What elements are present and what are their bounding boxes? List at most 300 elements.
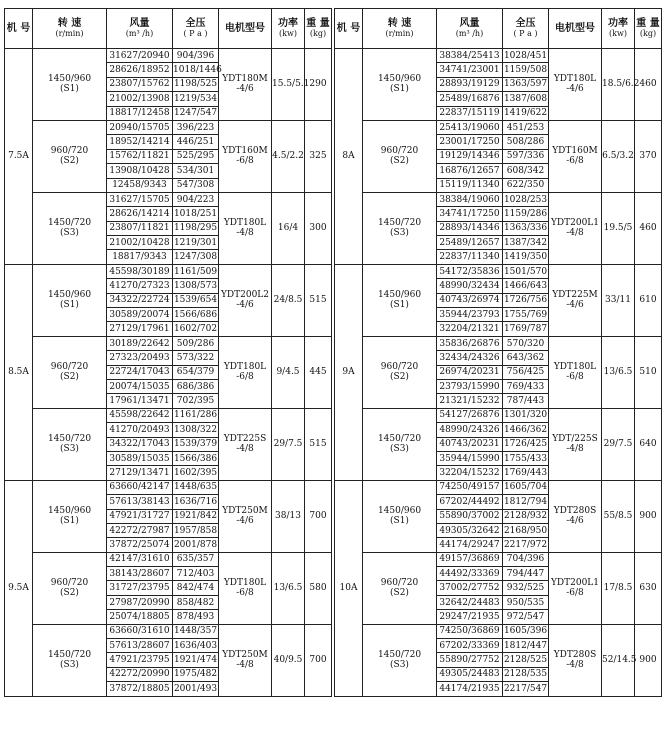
motor-model: YDT280S: [553, 650, 597, 661]
table-row: [5, 480, 332, 494]
airflow-cell: 67202/44492: [437, 495, 503, 509]
speed-value: 1450/960: [47, 74, 92, 85]
speed-series: (S3): [60, 444, 79, 455]
speed-series: (S3): [60, 228, 79, 239]
airflow-cell: 55890/27752: [437, 653, 503, 667]
motor-poles: -6/8: [236, 372, 254, 383]
pressure-cell: 2217/547: [503, 682, 549, 696]
airflow-cell: 49305/24483: [437, 667, 503, 681]
speed-series: (S2): [390, 372, 409, 383]
airflow-cell: 44174/21935: [437, 682, 503, 696]
motor-cell: [219, 264, 272, 336]
motor-poles: -4/8: [566, 660, 584, 671]
table-row: [5, 336, 332, 350]
power-cell: 18.5/6.2: [602, 49, 635, 121]
weight-cell: 515: [305, 264, 332, 336]
airflow-cell: 20940/15705: [107, 120, 173, 134]
airflow-cell: 40743/20231: [437, 437, 503, 451]
pressure-cell: 1198/295: [173, 221, 219, 235]
motor-poles: -6/8: [236, 156, 254, 167]
pressure-cell: 1975/482: [173, 667, 219, 681]
speed-cell: [33, 264, 107, 336]
motor-model: YDT200L1: [550, 578, 600, 589]
pressure-cell: 1566/386: [173, 451, 219, 465]
model-cell: 7.5A: [5, 49, 33, 265]
pressure-cell: 704/396: [503, 552, 549, 566]
airflow-cell: 21321/15232: [437, 394, 503, 408]
speed-value: 1450/720: [377, 650, 422, 661]
motor-model: YDT160M: [222, 146, 268, 157]
speed-series: (S3): [390, 228, 409, 239]
speed-value: 1450/960: [47, 506, 92, 517]
airflow-cell: 21002/13908: [107, 92, 173, 106]
motor-cell: [549, 49, 602, 121]
pressure-cell: 1769/787: [503, 322, 549, 336]
pressure-cell: 534/301: [173, 164, 219, 178]
pressure-cell: 1028/451: [503, 49, 549, 63]
airflow-cell: 25489/12657: [437, 236, 503, 250]
weight-cell: 900: [635, 480, 662, 552]
header-airflow: 风量 (m³ /h): [107, 9, 173, 49]
speed-cell: [33, 480, 107, 552]
speed-series: (S1): [60, 516, 79, 527]
airflow-cell: 63660/31610: [107, 624, 173, 638]
motor-cell: [549, 480, 602, 552]
pressure-cell: 1602/395: [173, 466, 219, 480]
pressure-cell: 756/425: [503, 365, 549, 379]
airflow-cell: 28626/14214: [107, 207, 173, 221]
model-cell: 8.5A: [5, 264, 33, 480]
pressure-cell: 608/342: [503, 164, 549, 178]
pressure-cell: 2128/535: [503, 667, 549, 681]
motor-cell: [219, 408, 272, 480]
airflow-cell: 74250/49157: [437, 480, 503, 494]
airflow-cell: 32204/21321: [437, 322, 503, 336]
pressure-cell: 2001/878: [173, 538, 219, 552]
pressure-cell: 2128/932: [503, 509, 549, 523]
pressure-cell: 1018/251: [173, 207, 219, 221]
motor-poles: -4/6: [566, 516, 584, 527]
airflow-cell: 42272/20990: [107, 667, 173, 681]
header-power: 功率 (kw): [272, 9, 305, 49]
speed-value: 1450/720: [47, 434, 92, 445]
pressure-cell: 1308/322: [173, 423, 219, 437]
motor-cell: [219, 336, 272, 408]
motor-model: YDT/225S: [552, 434, 598, 445]
pressure-cell: 1161/286: [173, 408, 219, 422]
table-row: [5, 408, 332, 422]
speed-cell: [33, 408, 107, 480]
pressure-cell: 1812/794: [503, 495, 549, 509]
power-cell: 24/8.5: [272, 264, 305, 336]
table-row: [335, 624, 662, 638]
speed-value: 1450/720: [377, 434, 422, 445]
speed-series: (S2): [60, 156, 79, 167]
model-cell: 9A: [335, 264, 363, 480]
speed-cell: [33, 49, 107, 121]
pressure-cell: 1387/608: [503, 92, 549, 106]
header-pressure: 全压 ( P a ): [173, 9, 219, 49]
header-weight: 重 量 (kg): [305, 9, 332, 49]
power-cell: 17/8.5: [602, 552, 635, 624]
airflow-cell: 42147/31610: [107, 552, 173, 566]
motor-poles: -6/8: [566, 588, 584, 599]
pressure-cell: 635/357: [173, 552, 219, 566]
pressure-cell: 1159/286: [503, 207, 549, 221]
header-row: [335, 9, 662, 49]
airflow-cell: 28893/14346: [437, 221, 503, 235]
motor-poles: -6/8: [566, 156, 584, 167]
motor-model: YDT225M: [552, 290, 598, 301]
pressure-cell: 1159/508: [503, 63, 549, 77]
pressure-cell: 769/433: [503, 379, 549, 393]
airflow-cell: 30589/15035: [107, 451, 173, 465]
airflow-cell: 21002/10428: [107, 236, 173, 250]
pressure-cell: 1448/635: [173, 480, 219, 494]
speed-series: (S1): [390, 516, 409, 527]
airflow-cell: 35944/15990: [437, 451, 503, 465]
table-row: [335, 408, 662, 422]
pressure-cell: 1219/534: [173, 92, 219, 106]
motor-poles: -4/6: [566, 300, 584, 311]
airflow-cell: 31727/23795: [107, 581, 173, 595]
motor-poles: -6/8: [566, 372, 584, 383]
airflow-cell: 32204/15232: [437, 466, 503, 480]
motor-cell: [549, 120, 602, 192]
spec-table-left-body: [5, 49, 332, 697]
pressure-cell: 1198/525: [173, 77, 219, 91]
pressure-cell: 525/295: [173, 149, 219, 163]
pressure-cell: 1566/686: [173, 308, 219, 322]
pressure-cell: 1301/320: [503, 408, 549, 422]
motor-poles: -4/6: [236, 516, 254, 527]
airflow-cell: 34322/17043: [107, 437, 173, 451]
pressure-cell: 1921/474: [173, 653, 219, 667]
speed-value: 960/720: [50, 578, 89, 589]
airflow-cell: 25413/19060: [437, 120, 503, 134]
weight-cell: 510: [635, 336, 662, 408]
pressure-cell: 1247/308: [173, 250, 219, 264]
power-cell: 15.5/5.1: [272, 49, 305, 121]
speed-value: 1450/960: [377, 506, 422, 517]
pressure-cell: 1726/756: [503, 293, 549, 307]
speed-cell: [363, 336, 437, 408]
airflow-cell: 28893/19129: [437, 77, 503, 91]
motor-model: YDT180L: [223, 218, 267, 229]
table-row: [335, 192, 662, 206]
airflow-cell: 40743/26974: [437, 293, 503, 307]
pressure-cell: 1308/573: [173, 279, 219, 293]
airflow-cell: 18952/14214: [107, 135, 173, 149]
motor-cell: [549, 624, 602, 696]
weight-cell: 300: [305, 192, 332, 264]
model-cell: 10A: [335, 480, 363, 696]
airflow-cell: 35944/23793: [437, 308, 503, 322]
table-row: [335, 336, 662, 350]
airflow-cell: 37872/25074: [107, 538, 173, 552]
motor-poles: -6/8: [236, 588, 254, 599]
table-row: [5, 552, 332, 566]
pressure-cell: 1602/702: [173, 322, 219, 336]
pressure-cell: 1161/509: [173, 264, 219, 278]
pressure-cell: 1605/396: [503, 624, 549, 638]
motor-model: YDT180M: [222, 74, 268, 85]
airflow-cell: 31627/15705: [107, 192, 173, 206]
airflow-cell: 18817/9343: [107, 250, 173, 264]
power-cell: 4.5/2.2: [272, 120, 305, 192]
airflow-cell: 27129/13471: [107, 466, 173, 480]
airflow-cell: 30589/20074: [107, 308, 173, 322]
airflow-cell: 22837/11340: [437, 250, 503, 264]
power-cell: 9/4.5: [272, 336, 305, 408]
speed-cell: [33, 192, 107, 264]
airflow-cell: 49157/36869: [437, 552, 503, 566]
speed-cell: [363, 624, 437, 696]
motor-model: YDT250M: [222, 650, 268, 661]
pressure-cell: 1018/1446: [173, 63, 219, 77]
airflow-cell: 23807/11821: [107, 221, 173, 235]
speed-series: (S1): [60, 300, 79, 311]
airflow-cell: 26974/20231: [437, 365, 503, 379]
airflow-cell: 25074/18805: [107, 610, 173, 624]
motor-model: YDT225S: [223, 434, 267, 445]
airflow-cell: 35836/26876: [437, 336, 503, 350]
motor-poles: -4/8: [236, 660, 254, 671]
airflow-cell: 27323/20493: [107, 351, 173, 365]
power-cell: 6.5/3.2: [602, 120, 635, 192]
speed-cell: [33, 120, 107, 192]
airflow-cell: 37872/18805: [107, 682, 173, 696]
table-row: [335, 49, 662, 63]
power-cell: 52/14.5: [602, 624, 635, 696]
table-row: [5, 624, 332, 638]
power-cell: 13/6.5: [602, 336, 635, 408]
power-cell: 40/9.5: [272, 624, 305, 696]
weight-cell: 460: [635, 49, 662, 121]
pressure-cell: 842/474: [173, 581, 219, 595]
power-cell: 55/8.5: [602, 480, 635, 552]
airflow-cell: 55890/37002: [437, 509, 503, 523]
weight-cell: 325: [305, 120, 332, 192]
pressure-cell: 702/395: [173, 394, 219, 408]
speed-series: (S3): [390, 660, 409, 671]
speed-cell: [363, 264, 437, 336]
pressure-cell: 1636/403: [173, 639, 219, 653]
airflow-cell: 38384/25413: [437, 49, 503, 63]
pressure-cell: 2128/525: [503, 653, 549, 667]
pressure-cell: 1921/842: [173, 509, 219, 523]
airflow-cell: 31627/20940: [107, 49, 173, 63]
pressure-cell: 1755/769: [503, 308, 549, 322]
spec-table-right-body: [335, 49, 662, 697]
model-cell: 9.5A: [5, 480, 33, 696]
airflow-cell: 30189/22642: [107, 336, 173, 350]
speed-cell: [33, 552, 107, 624]
motor-cell: [549, 408, 602, 480]
header-airflow: 风量 (m³ /h): [437, 9, 503, 49]
airflow-cell: 67202/33369: [437, 639, 503, 653]
weight-cell: 290: [305, 49, 332, 121]
pressure-cell: 1419/350: [503, 250, 549, 264]
table-row: [5, 49, 332, 63]
speed-series: (S3): [390, 444, 409, 455]
speed-cell: [33, 624, 107, 696]
airflow-cell: 23793/15990: [437, 379, 503, 393]
weight-cell: 370: [635, 120, 662, 192]
pressure-cell: 1219/301: [173, 236, 219, 250]
header-speed: 转 速 (r/min): [33, 9, 107, 49]
weight-cell: 445: [305, 336, 332, 408]
power-cell: 19.5/5: [602, 192, 635, 264]
airflow-cell: 48990/32434: [437, 279, 503, 293]
pressure-cell: 508/286: [503, 135, 549, 149]
speed-series: (S1): [60, 84, 79, 95]
speed-series: (S1): [390, 300, 409, 311]
speed-value: 960/720: [50, 362, 89, 373]
airflow-cell: 57613/28607: [107, 639, 173, 653]
speed-cell: [363, 408, 437, 480]
pressure-cell: 1755/433: [503, 451, 549, 465]
speed-value: 960/720: [380, 146, 419, 157]
airflow-cell: 38384/19060: [437, 192, 503, 206]
weight-cell: 640: [635, 408, 662, 480]
header-weight: 重 量 (kg): [635, 9, 662, 49]
airflow-cell: 28626/18952: [107, 63, 173, 77]
pressure-cell: 972/547: [503, 610, 549, 624]
pressure-cell: 932/525: [503, 581, 549, 595]
pressure-cell: 1028/253: [503, 192, 549, 206]
speed-value: 1450/960: [377, 290, 422, 301]
airflow-cell: 45598/22642: [107, 408, 173, 422]
pressure-cell: 1363/597: [503, 77, 549, 91]
airflow-cell: 12458/9343: [107, 178, 173, 192]
airflow-cell: 17961/13471: [107, 394, 173, 408]
motor-model: YDT200L2: [220, 290, 270, 301]
pressure-cell: 787/443: [503, 394, 549, 408]
motor-model: YDT180L: [553, 74, 597, 85]
airflow-cell: 37002/27752: [437, 581, 503, 595]
airflow-cell: 63660/42147: [107, 480, 173, 494]
airflow-cell: 19129/14346: [437, 149, 503, 163]
motor-poles: -4/8: [236, 444, 254, 455]
power-cell: 33/11: [602, 264, 635, 336]
motor-cell: [219, 120, 272, 192]
header-speed: 转 速 (r/min): [363, 9, 437, 49]
motor-poles: -4/6: [236, 84, 254, 95]
airflow-cell: 16876/12657: [437, 164, 503, 178]
pressure-cell: 1501/570: [503, 264, 549, 278]
airflow-cell: 49305/32642: [437, 523, 503, 537]
pressure-cell: 904/223: [173, 192, 219, 206]
weight-cell: 700: [305, 480, 332, 552]
pressure-cell: 446/251: [173, 135, 219, 149]
airflow-cell: 47921/23795: [107, 653, 173, 667]
motor-model: YDT180L: [223, 362, 267, 373]
motor-model: YDT160M: [552, 146, 598, 157]
pressure-cell: 1539/654: [173, 293, 219, 307]
pressure-cell: 1605/704: [503, 480, 549, 494]
speed-series: (S1): [390, 84, 409, 95]
pressure-cell: 509/286: [173, 336, 219, 350]
motor-model: YDT280S: [553, 506, 597, 517]
pressure-cell: 1636/716: [173, 495, 219, 509]
speed-value: 1450/720: [47, 218, 92, 229]
weight-cell: 610: [635, 264, 662, 336]
power-cell: 16/4: [272, 192, 305, 264]
weight-cell: 900: [635, 624, 662, 696]
pressure-cell: 878/493: [173, 610, 219, 624]
speed-cell: [363, 49, 437, 121]
speed-series: (S2): [390, 588, 409, 599]
pressure-cell: 1769/443: [503, 466, 549, 480]
airflow-cell: 18817/12458: [107, 106, 173, 120]
airflow-cell: 25489/16876: [437, 92, 503, 106]
table-row: [335, 552, 662, 566]
header-model: 机 号: [335, 9, 363, 49]
motor-model: YDT200L1: [550, 218, 600, 229]
pressure-cell: 904/396: [173, 49, 219, 63]
motor-poles: -4/8: [236, 228, 254, 239]
speed-value: 960/720: [380, 362, 419, 373]
power-cell: 38/13: [272, 480, 305, 552]
pressure-cell: 1363/336: [503, 221, 549, 235]
pressure-cell: 1466/362: [503, 423, 549, 437]
airflow-cell: 32434/24326: [437, 351, 503, 365]
motor-cell: [219, 480, 272, 552]
pressure-cell: 858/482: [173, 595, 219, 609]
pressure-cell: 1466/643: [503, 279, 549, 293]
pressure-cell: 950/535: [503, 595, 549, 609]
pressure-cell: 1539/379: [173, 437, 219, 451]
airflow-cell: 27987/20990: [107, 595, 173, 609]
motor-cell: [549, 336, 602, 408]
weight-cell: 515: [305, 408, 332, 480]
pressure-cell: 1448/357: [173, 624, 219, 638]
pressure-cell: 1957/858: [173, 523, 219, 537]
airflow-cell: 38143/28607: [107, 567, 173, 581]
pressure-cell: 573/322: [173, 351, 219, 365]
speed-cell: [363, 552, 437, 624]
airflow-cell: 48990/24326: [437, 423, 503, 437]
airflow-cell: 57613/38143: [107, 495, 173, 509]
header-row: [5, 9, 332, 49]
weight-cell: 460: [635, 192, 662, 264]
airflow-cell: 20074/15035: [107, 379, 173, 393]
pressure-cell: 570/320: [503, 336, 549, 350]
header-motor: 电机型号: [219, 9, 272, 49]
pressure-cell: 2001/493: [173, 682, 219, 696]
pressure-cell: 654/379: [173, 365, 219, 379]
speed-series: (S2): [60, 372, 79, 383]
pressure-cell: 451/253: [503, 120, 549, 134]
spec-table-right: [334, 8, 662, 697]
table-row: [5, 192, 332, 206]
table-row: [335, 480, 662, 494]
motor-model: YDT250M: [222, 506, 268, 517]
header-power: 功率 (kw): [602, 9, 635, 49]
table-row: [5, 120, 332, 134]
airflow-cell: 54172/35836: [437, 264, 503, 278]
airflow-cell: 41270/27323: [107, 279, 173, 293]
speed-value: 1450/960: [377, 74, 422, 85]
pressure-cell: 2217/972: [503, 538, 549, 552]
airflow-cell: 23001/17250: [437, 135, 503, 149]
pressure-cell: 597/336: [503, 149, 549, 163]
pressure-cell: 1247/547: [173, 106, 219, 120]
speed-value: 1450/960: [47, 290, 92, 301]
pressure-cell: 1387/342: [503, 236, 549, 250]
speed-value: 1450/720: [377, 218, 422, 229]
